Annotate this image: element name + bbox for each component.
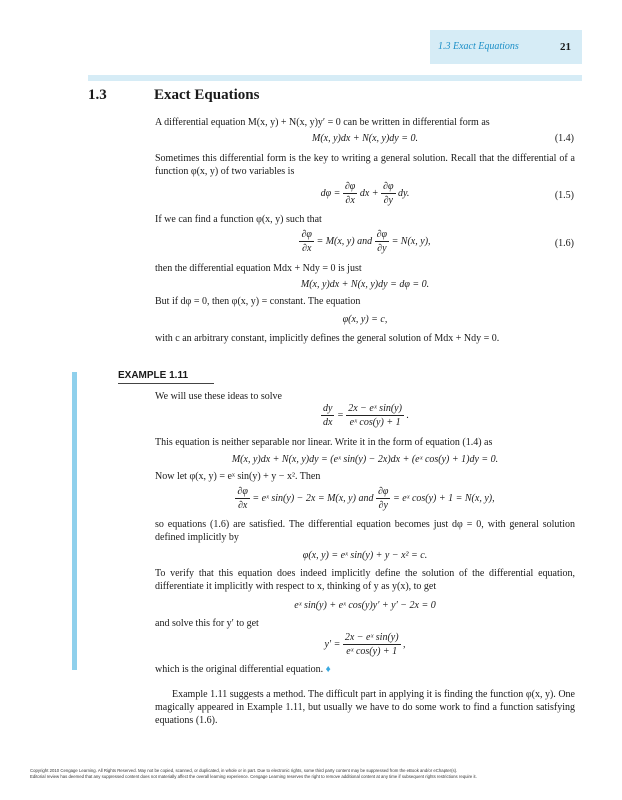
copyright-line-2: Editorial review has deemed that any suppressed content does not materially affect the overall learning experience. Cengage Learning reserves the right to remove additional content at any time if subsequent rights restrictions require it. bbox=[30, 774, 477, 780]
section-title: Exact Equations bbox=[154, 87, 260, 103]
example-label-rule bbox=[118, 383, 214, 384]
eq-f-lhs: y′ = bbox=[324, 638, 341, 650]
equation-1-5 bbox=[155, 180, 575, 207]
example-equation-b-body: M(x, y)dx + N(x, y)dy = (eˣ sin(y) − 2x)dx + (eˣ cos(y) + 1)dy = 0. bbox=[231, 454, 499, 465]
example-equation-d-body: φ(x, y) = eˣ sin(y) + y − x² = c. bbox=[302, 550, 428, 561]
example-paragraph-7 bbox=[155, 663, 575, 676]
fraction-numerator: 2x − eˣ sin(y) bbox=[344, 632, 399, 643]
fraction-numerator: ∂φ bbox=[344, 181, 356, 192]
intro-paragraph-1: A differential equation M(x, y) + N(x, y)y′ = 0 can be written in differential form as bbox=[155, 117, 490, 128]
eq-f-fraction bbox=[343, 631, 401, 658]
fraction-denominator: ∂y bbox=[383, 195, 393, 206]
intro-paragraph-3: If we can find a function φ(x, y) such that bbox=[155, 214, 322, 225]
eq15-fraction-1 bbox=[343, 180, 357, 207]
equation-just bbox=[155, 278, 575, 291]
example-sidebar-bar bbox=[72, 372, 77, 670]
fraction-denominator: eˣ cos(y) + 1 bbox=[349, 417, 401, 428]
equation-number-1-4: (1.4) bbox=[554, 133, 574, 144]
fraction-denominator: ∂x bbox=[345, 195, 355, 206]
example-paragraph-3: Now let φ(x, y) = eˣ sin(y) + y − x². Then bbox=[155, 471, 321, 482]
end-of-example-diamond-icon: ♦ bbox=[325, 664, 331, 675]
example-equation-e-body: eˣ sin(y) + eˣ cos(y)y′ + y′ − 2x = 0 bbox=[294, 600, 436, 611]
fraction-numerator: 2x − eˣ sin(y) bbox=[348, 403, 402, 414]
eq15-mid: dx + bbox=[359, 187, 379, 199]
example-paragraph-5: To verify that this equation does indeed implicitly define the solution of the differential equation, differentiate it implicitly with respect to x, thinking of y as y(x), to get bbox=[155, 568, 575, 592]
fraction-numerator: ∂φ bbox=[237, 486, 248, 497]
fraction-numerator: dy bbox=[323, 403, 333, 414]
eq-c-end: = eˣ cos(y) + 1 = N(x, y), bbox=[392, 492, 495, 504]
fraction-denominator: ∂x bbox=[302, 243, 312, 254]
eq-a-equals: = bbox=[336, 409, 344, 421]
fraction-denominator: dx bbox=[323, 417, 333, 428]
eq-c-fraction-2 bbox=[376, 485, 390, 512]
eq16-fraction-1 bbox=[299, 228, 313, 255]
fraction-denominator: ∂y bbox=[377, 243, 387, 254]
equation-constant bbox=[155, 313, 575, 326]
eq16-mid: = M(x, y) and bbox=[316, 235, 373, 247]
intro-paragraph-2: Sometimes this differential form is the key to writing a general solution. Recall that the differential of a function φ(x, y) of two variables is bbox=[155, 153, 575, 177]
eq15-fraction-2 bbox=[381, 180, 395, 207]
intro-paragraph-5: But if dφ = 0, then φ(x, y) = constant. The equation bbox=[155, 296, 361, 307]
eq-a-end: . bbox=[406, 409, 409, 421]
example-equation-b bbox=[155, 453, 575, 466]
fraction-denominator: ∂y bbox=[378, 500, 388, 511]
example-paragraph-6: and solve this for y′ to get bbox=[155, 618, 259, 629]
example-equation-e bbox=[155, 599, 575, 612]
equation-number-1-6: (1.6) bbox=[554, 238, 574, 249]
equation-1-4 bbox=[155, 132, 575, 145]
eq15-lhs: dφ = bbox=[320, 187, 341, 199]
example-paragraph-2: This equation is neither separable nor linear. Write it in the form of equation (1.4) as bbox=[155, 437, 493, 448]
fraction-denominator: ∂x bbox=[237, 500, 248, 511]
example-paragraph-4: so equations (1.6) are satisfied. The differential equation becomes just dφ = 0, with general solution defined implicitly by bbox=[155, 519, 575, 543]
fraction-numerator: ∂φ bbox=[383, 181, 394, 192]
running-header-title: 1.3 Exact Equations bbox=[438, 41, 519, 52]
intro-paragraph-4: then the differential equation Mdx + Ndy = 0 is just bbox=[155, 263, 362, 274]
fraction-numerator: ∂φ bbox=[301, 229, 312, 240]
example-equation-f bbox=[155, 631, 575, 658]
equation-constant-body: φ(x, y) = c, bbox=[342, 314, 388, 325]
equation-1-6 bbox=[155, 228, 575, 255]
example-closing-sentence: which is the original differential equation. bbox=[155, 664, 324, 675]
eq-c-mid: = eˣ sin(y) − 2x = M(x, y) and bbox=[252, 492, 374, 504]
example-equation-a bbox=[155, 402, 575, 429]
equation-number-1-5: (1.5) bbox=[554, 190, 574, 201]
header-rule bbox=[88, 75, 582, 81]
eq-f-end: , bbox=[403, 638, 406, 650]
fraction-denominator: eˣ cos(y) + 1 bbox=[346, 646, 398, 657]
intro-paragraph-6: with c an arbitrary constant, implicitly defines the general solution of Mdx + Ndy = 0. bbox=[155, 333, 500, 344]
eq16-fraction-2 bbox=[375, 228, 389, 255]
copyright-footer bbox=[30, 768, 592, 780]
example-paragraph-1: We will use these ideas to solve bbox=[155, 391, 282, 402]
copyright-line-1: Copyright 2010 Cengage Learning. All Rights Reserved. May not be copied, scanned, or duplicated, in whole or in part. Due to electronic rights, some third party content may be suppressed from the eBook and/or eChapter(s). bbox=[30, 768, 458, 773]
equation-just-body: M(x, y)dx + N(x, y)dy = dφ = 0. bbox=[300, 279, 430, 290]
fraction-numerator: ∂φ bbox=[376, 229, 388, 240]
eq16-end: = N(x, y), bbox=[391, 235, 431, 247]
example-equation-d bbox=[155, 549, 575, 562]
page-number: 21 bbox=[560, 41, 571, 53]
equation-1-4-body: M(x, y)dx + N(x, y)dy = 0. bbox=[312, 133, 418, 144]
section-number: 1.3 bbox=[88, 87, 107, 103]
example-label: EXAMPLE 1.11 bbox=[118, 370, 189, 381]
eq-a-rhs-fraction bbox=[346, 402, 404, 429]
example-equation-c bbox=[155, 485, 575, 512]
closing-paragraph: Example 1.11 suggests a method. The difficult part in applying it is finding the function φ(x, y). One magically appeared in Example 1.11, but usually we have to do some work to find a function satisfying equations (1.6). bbox=[155, 689, 575, 726]
eq-c-fraction-1 bbox=[235, 485, 249, 512]
eq15-end: dy. bbox=[398, 187, 410, 199]
eq-a-lhs-fraction bbox=[321, 402, 334, 429]
fraction-numerator: ∂φ bbox=[377, 486, 389, 497]
